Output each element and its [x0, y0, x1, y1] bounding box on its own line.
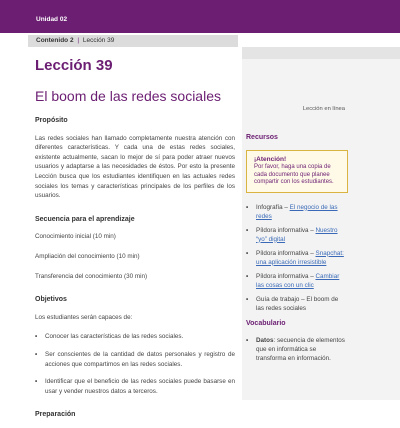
vocab-definition: : secuencia de elementos que en informática se transforma en información.: [256, 336, 345, 362]
resource-item: • Píldora informativa – Snapchat: una aplicación irresistible: [246, 249, 344, 266]
notice-text: Por favor, haga una copia de cada documento que planee compartir con los estudiantes.: [254, 164, 334, 185]
lesson-title: El boom de las redes sociales: [35, 88, 221, 104]
sidebar: [246, 133, 348, 363]
proposito-text: Las redes sociales han llamado completamente nuestra atención con diferentes características. Y cada una de estas redes sociales, existente actualmente, sacan lo mejor de sí para poder atraer nuevos usuarios y adaptarse a las necesidades de éstos. Por esto la presente Lección busca que los estudiantes identifiquen en las actuales redes sociales los temas y características principales de los perfiles de los usuarios.: [35, 134, 235, 200]
resource-item: • Guía de trabajo – El boom de las redes sociales: [246, 295, 339, 312]
breadcrumb-separator: |: [77, 37, 80, 44]
objetivo-item: • Identificar que el beneficio de las redes sociales puede basarse en usar y vender nuestros datos a terceros.: [35, 378, 235, 395]
vocabulario-section: [246, 319, 348, 363]
resource-link[interactable]: Snapchat: una aplicación irresistible: [256, 249, 344, 266]
lesson-mode: Lección en línea: [302, 106, 345, 112]
bullet-icon: •: [35, 350, 38, 358]
vocab-term: Datos: [256, 336, 274, 344]
resource-item: • Píldora informativa – Cambiar las cosas con un clic: [246, 272, 340, 289]
proposito-heading: Propósito: [35, 117, 68, 124]
notice-title: ¡Atención!: [254, 156, 287, 163]
preparacion-heading: Preparación: [35, 411, 76, 419]
bullet-icon: •: [246, 226, 249, 234]
recursos-heading: Recursos: [246, 134, 278, 141]
resource-link[interactable]: Cambiar las cosas con un clic: [256, 272, 340, 289]
content-breadcrumb: [28, 35, 238, 47]
secuencia-item: Transferencia del conocimiento (30 min): [35, 272, 148, 280]
notice-box: [246, 150, 348, 193]
secuencia-item: Conocimiento inicial (10 min): [35, 233, 116, 241]
resource-item: • Infografía – El negocio de las redes: [246, 203, 338, 220]
objetivo-item: • Ser conscientes de la cantidad de datos personales y registro de acciones que compartimos en las redes sociales.: [35, 350, 235, 368]
bullet-icon: •: [246, 272, 249, 280]
bullet-icon: •: [246, 336, 249, 344]
objetivos-intro: Los estudiantes serán capaces de:: [35, 313, 133, 321]
resource-link[interactable]: El negocio de las redes: [256, 203, 338, 220]
resource-item: • Píldora informativa – Nuestro “yo” digital: [246, 226, 338, 243]
sidebar-header-strip: [242, 47, 400, 59]
breadcrumb-content: Contenido 2: [36, 37, 74, 44]
secuencia-heading: Secuencia para el aprendizaje: [35, 215, 135, 223]
lesson-number: Lección 39: [35, 57, 113, 74]
unit-label: Unidad 02: [36, 16, 68, 23]
main-content: [35, 116, 235, 428]
bullet-icon: •: [35, 378, 38, 386]
secuencia-item: Ampliación del conocimiento (10 min): [35, 252, 140, 260]
objetivos-heading: Objetivos: [35, 296, 67, 304]
resource-link[interactable]: Nuestro “yo” digital: [256, 226, 338, 243]
top-banner: [0, 0, 400, 33]
objetivo-item: • Conocer las características de las redes sociales.: [35, 333, 184, 341]
bullet-icon: •: [246, 295, 249, 303]
bullet-icon: •: [246, 203, 249, 211]
breadcrumb-lesson: Lección 39: [82, 37, 115, 44]
bullet-icon: •: [35, 333, 38, 341]
vocab-item: [246, 336, 348, 363]
bullet-icon: •: [246, 249, 249, 257]
vocabulario-heading: Vocabulario: [246, 319, 286, 327]
